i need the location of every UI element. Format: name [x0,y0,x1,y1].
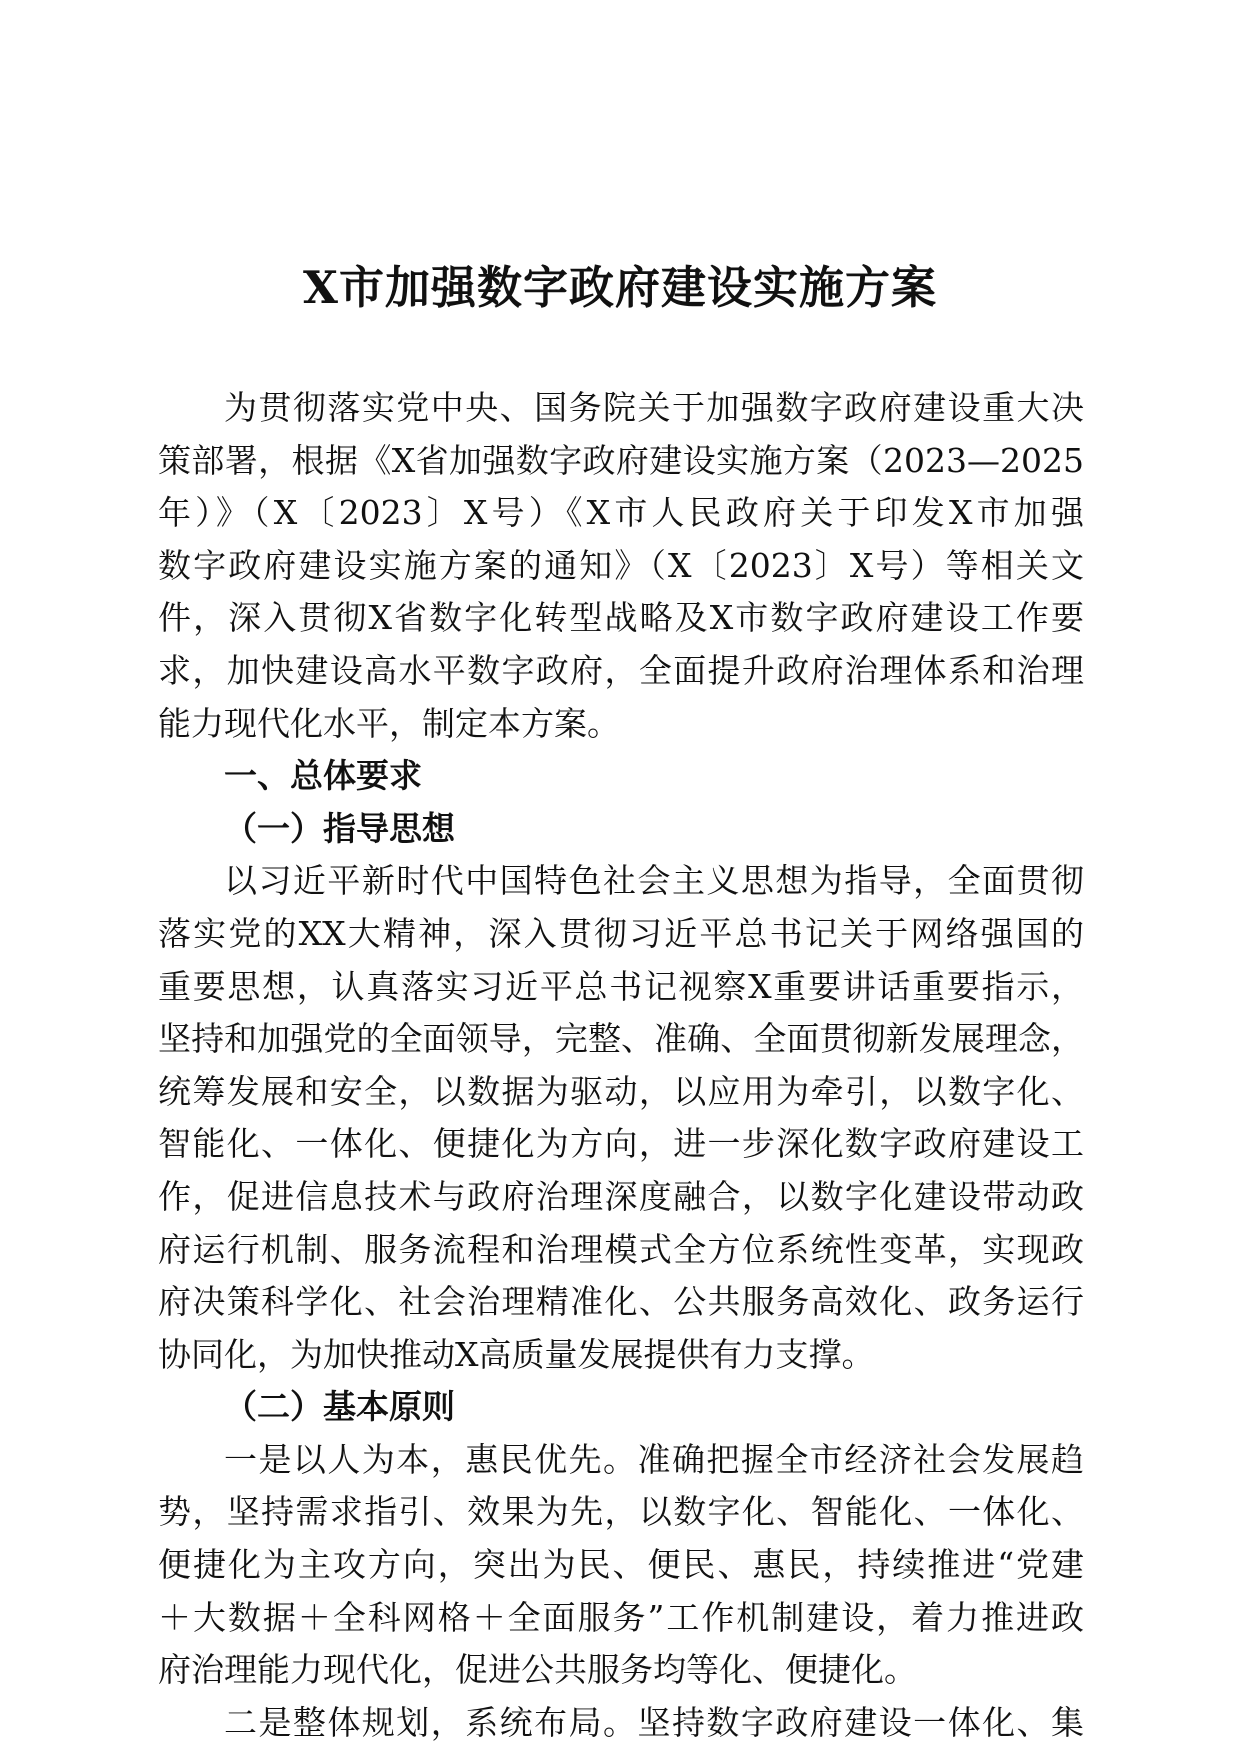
principle-line: 一是以人为本，惠民优先。准确把握全市经济社会发展趋 [224,1439,1084,1479]
intro-line: 能力现代化水平，制定本方案。 [158,703,620,743]
guiding-line: 以习近平新时代中国特色社会主义思想为指导，全面贯彻 [224,861,1084,901]
principle-line: 便捷化为主攻方向，突出为民、便民、惠民，持续推进“党建 [158,1545,1084,1585]
guiding-ideology-paragraph [158,855,1084,1381]
intro-line: 件，深入贯彻X省数字化转型战略及X市数字政府建设工作要 [158,598,1084,638]
guiding-line: 作，促进信息技术与政府治理深度融合，以数字化建设带动政 [158,1176,1084,1216]
guiding-line: 落实党的XX大精神，深入贯彻习近平总书记关于网络强国的 [158,913,1084,953]
subsection-heading-basic-principles: （二）基本原则 [224,1387,455,1427]
guiding-line: 统筹发展和安全，以数据为驱动，以应用为牵引，以数字化、 [158,1071,1084,1111]
document-title: X市加强数字政府建设实施方案 [303,261,937,314]
guiding-line: 府运行机制、服务流程和治理模式全方位系统性变革，实现政 [158,1229,1084,1269]
principle-one-paragraph [158,1434,1084,1697]
document-body [158,382,1084,1749]
subsection-heading-guiding-ideology: （一）指导思想 [224,808,455,848]
guiding-line: 坚持和加强党的全面领导，完整、准确、全面贯彻新发展理念， [158,1019,1084,1059]
guiding-line: 重要思想，认真落实习近平总书记视察X重要讲话重要指示， [158,966,1084,1006]
intro-line: 数字政府建设实施方案的通知》（X〔2023〕X号）等相关文 [158,545,1084,585]
intro-paragraph [158,382,1084,750]
section-heading-general-requirements: 一、总体要求 [224,756,422,796]
intro-line: 为贯彻落实党中央、国务院关于加强数字政府建设重大决 [224,388,1084,427]
principle-line: 府治理能力现代化，促进公共服务均等化、便捷化。 [158,1650,917,1690]
guiding-line: 智能化、一体化、便捷化为方向，进一步深化数字政府建设工 [158,1124,1084,1164]
principle-line: 二是整体规划，系统布局。坚持数字政府建设一体化、集 [224,1702,1084,1742]
principle-line: 势，坚持需求指引、效果为先，以数字化、智能化、一体化、 [158,1492,1084,1532]
guiding-line: 府决策科学化、社会治理精准化、公共服务高效化、政务运行 [158,1282,1084,1322]
intro-line: 求，加快建设高水平数字政府，全面提升政府治理体系和治理 [158,650,1084,690]
guiding-line: 协同化，为加快推动X高质量发展提供有力支撑。 [158,1334,875,1374]
intro-line: 策部署，根据《X省加强数字政府建设实施方案（2023—2025 [158,440,1084,480]
principle-two-paragraph [158,1697,1084,1750]
intro-line: 年）》（X〔2023〕X号）《X市人民政府关于印发X市加强 [158,493,1084,533]
principle-line: ＋大数据＋全科网格＋全面服务”工作机制建设，着力推进政 [158,1597,1084,1637]
